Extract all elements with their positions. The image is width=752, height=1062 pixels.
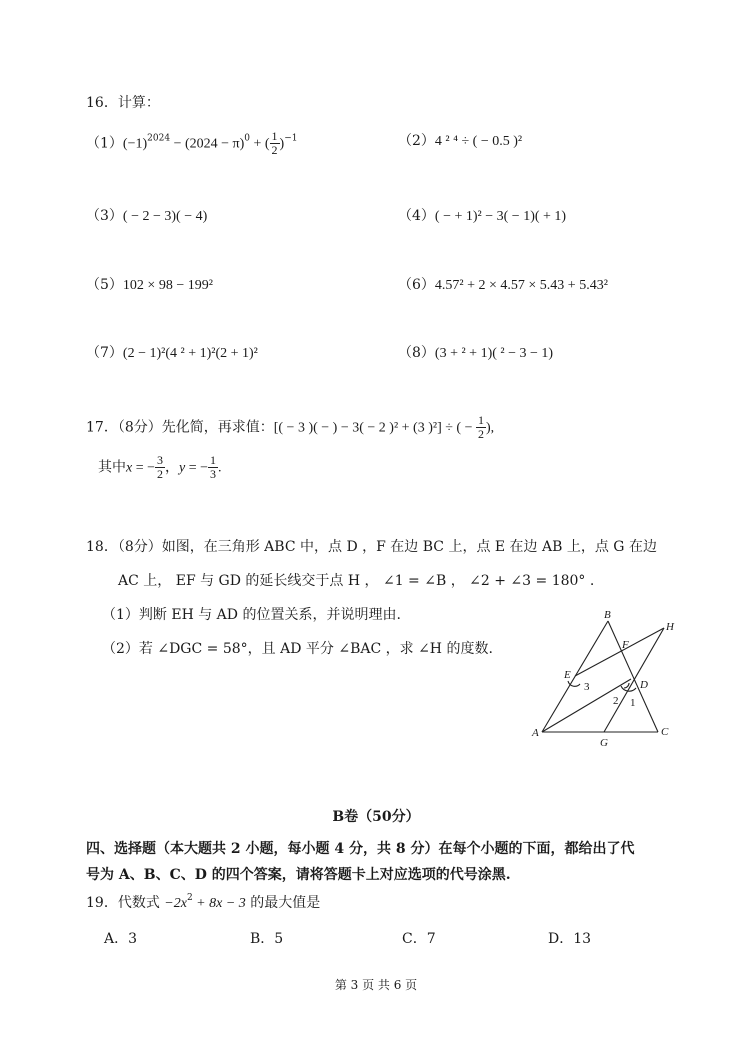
q17-comma: ， <box>165 459 180 476</box>
q19-expr-a: −2x <box>164 896 187 911</box>
q19-suffix: 的最大值是 <box>245 895 321 911</box>
q16-part1-close: ) <box>279 136 285 152</box>
q18-line2: AC 上， EF 与 GD 的延长线交于点 H ， ∠1 = ∠B ， ∠2 + ∠3 = 180° . <box>118 573 595 589</box>
label-angle-1: 1 <box>630 697 636 709</box>
q19-question <box>86 892 320 912</box>
q16-part1-base: (−1) <box>122 136 148 152</box>
q16-part1-mid: − (2024 − π) <box>170 136 245 152</box>
label-e: E <box>564 669 571 681</box>
q16-part6-text: 4.57² + 2 × 4.57 × 5.43 + 5.43² <box>434 278 608 293</box>
q17-frac-den: 2 <box>477 427 484 441</box>
page-footer: 第 3 页 共 6 页 <box>334 978 418 992</box>
angle-2-arc <box>624 683 629 688</box>
label-d: D <box>640 679 648 691</box>
q19-prefix: 19．代数式 <box>86 895 165 911</box>
q16-part1-label: （1） <box>86 135 123 152</box>
q16-part1 <box>86 130 298 157</box>
q19-option-a[interactable]: A．3 <box>104 931 138 947</box>
q16-part4-text: ( − + 1)² − 3( − 1)( + 1) <box>434 209 567 224</box>
q16-part1-plus: + ( <box>249 136 270 152</box>
q17-line1 <box>86 414 494 441</box>
q19-option-c[interactable]: C．7 <box>402 931 436 947</box>
q17-period: . <box>218 460 222 476</box>
segment-ab <box>542 621 608 732</box>
label-f: F <box>622 639 629 651</box>
q17-end: ), <box>485 420 495 436</box>
q18-sub1: （1）判断 EH 与 AD 的位置关系，并说明理由. <box>102 607 401 623</box>
q16-part7-text: (2 − 1)²(4 ² + 1)²(2 + 1)² <box>122 346 258 361</box>
label-angle-2: 2 <box>613 695 619 707</box>
label-angle-3: 3 <box>584 681 590 693</box>
q17-x-var: x <box>126 460 133 476</box>
q17-expression: [( − 3 )( − ) − 3( − 2 )² + (3 )²] ÷ ( − <box>273 420 476 436</box>
q17-y-den: 3 <box>210 467 217 481</box>
label-a: A <box>532 727 539 739</box>
q16-part3-label: （3） <box>86 208 123 224</box>
q16-part1-exp1: 2024 <box>147 133 171 144</box>
q17-y-var: y <box>179 460 186 476</box>
q16-part1-den: 2 <box>271 143 278 157</box>
q17-y-eq: = − <box>185 460 209 476</box>
q16-part6 <box>398 274 608 294</box>
q19-expr-b: + 8x − 3 <box>192 896 246 911</box>
section-b-title: B卷（50分） <box>332 809 420 825</box>
q16-part8-text: (3 + ² + 1)( ² − 3 − 1) <box>434 346 554 361</box>
q17-line2 <box>98 454 222 481</box>
label-g: G <box>600 737 608 748</box>
q18-sub2: （2）若 ∠DGC = 58°，且 AD 平分 ∠BAC ，求 ∠H 的度数. <box>102 641 493 657</box>
q19-exp: 2 <box>186 893 193 903</box>
segment-bc <box>608 621 658 732</box>
q17-x-eq: = − <box>132 460 156 476</box>
q16-part3-text: ( − 2 − 3)( − 4) <box>122 209 208 224</box>
q16-part2-label: （2） <box>398 133 435 149</box>
label-c: C <box>661 726 669 738</box>
q16-part4-label: （4） <box>398 208 435 224</box>
q17-x-den: 2 <box>157 467 164 481</box>
q16-part7 <box>86 342 258 362</box>
q17-line2-prefix: 其中 <box>98 459 126 476</box>
q16-part5-text: 102 × 98 − 199² <box>122 278 213 293</box>
q17-prefix: 17．（8分）先化简，再求值： <box>86 419 274 436</box>
q16-part8 <box>398 342 553 362</box>
q16-part2-text: 4 ² ⁴ ÷ ( − 0.5 )² <box>434 134 523 149</box>
q16-part2 <box>398 130 522 150</box>
triangle-figure <box>528 606 680 748</box>
q16-part8-label: （8） <box>398 345 435 361</box>
q17-y-num: 1 <box>210 453 217 467</box>
q16-part1-fraction <box>270 130 280 157</box>
q18-line1: 18．（8分）如图，在三角形 ABC 中，点 D ，F 在边 BC 上，点 E 在边 AB 上，点 G 在边 <box>86 539 657 555</box>
q16-part6-label: （6） <box>398 277 435 293</box>
q16-part1-exp2: 0 <box>244 133 250 144</box>
q17-x-num: 3 <box>157 453 164 467</box>
q16-part1-exp3: −1 <box>284 133 298 144</box>
q17-fraction <box>476 414 486 441</box>
q16-part4 <box>398 205 566 225</box>
q16-part7-label: （7） <box>86 345 123 361</box>
section-four-heading-line1: 四、选择题（本大题共 2 小题，每小题 4 分，共 8 分）在每个小题的下面，都给出了代 <box>86 841 635 857</box>
q17-x-fraction <box>155 454 165 481</box>
q19-option-d[interactable]: D．13 <box>548 931 592 947</box>
q16-part5 <box>86 274 213 294</box>
q16-part3 <box>86 205 207 225</box>
section-four-heading-line2: 号为 A、B、C、D 的四个答案，请将答题卡上对应选项的代号涂黑. <box>86 867 511 883</box>
q17-frac-num: 1 <box>477 413 484 427</box>
label-b: B <box>604 609 611 621</box>
q17-y-fraction <box>208 454 218 481</box>
label-h: H <box>666 621 674 633</box>
q16-part5-label: （5） <box>86 277 123 293</box>
q16-part1-num: 1 <box>271 129 278 143</box>
q16-title: 16．计算： <box>86 95 160 111</box>
q19-option-b[interactable]: B．5 <box>250 931 284 947</box>
